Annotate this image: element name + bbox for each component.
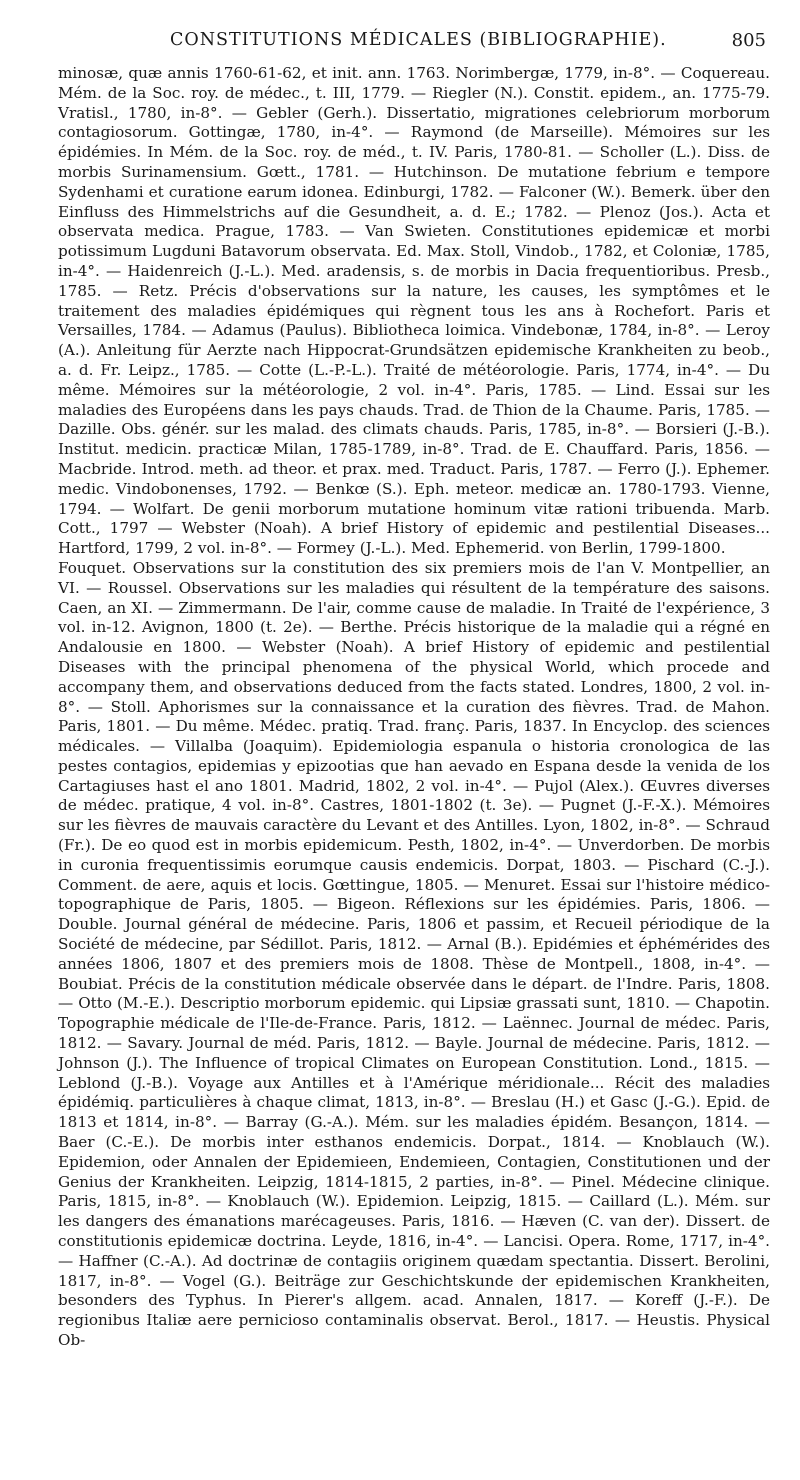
running-head (58, 30, 770, 56)
bibliography-body (58, 64, 770, 1468)
bibliography-paragraph: minosæ, quæ annis 1760-61-62, et init. ann. 1763. Norimbergæ, 1779, in-8°. — Coquereau. Mém. de la Soc. roy. de médec., t. III, 1779. — Riegler (N.). Constit. epidem., an. 1775-79. Vratisl., 1780, in-8°. — Gebler (Gerh.). Dissertatio, migrationes celebriorum morborum contagiosorum. Gottingæ, 1780, in-4°. — Raymond (de Marseille). Mémoires sur les épidémies. In Mém. de la Soc. roy. de méd., t. IV. Paris, 1780-81. — Scholler (L.). Diss. de morbis Surinamensium. Gœtt., 1781. — Hutchinson. De mutatione febrium e tempore Sydenhami et curatione earum idonea. Edinburgi, 1782. — Falconer (W.). Bemerk. über den Einfluss des Himmelstrichs auf die Gesundheit, a. d. E.; 1782. — Plenoz (Jos.). Acta et observata medica. Prague, 1783. — Van Swieten. Constitutiones epidemicæ et morbi potissimum Lugduni Batavorum observata. Ed. Max. Stoll, Vindob., 1782, et Coloniæ, 1785, in-4°. — Haidenreich (J.-L.). Med. aradensis, s. de morbis in Dacia frequentioribus. Presb., 1785. — Retz. Précis d'observations sur la nature, les causes, les symptômes et le traitement des maladies épidémiques qui règnent tous les ans à Rochefort. Paris et Versailles, 1784. — Adamus (Paulus). Bibliotheca loimica. Vindebonæ, 1784, in-8°. — Leroy (A.). Anleitung für Aerzte nach Hippocrat-Grundsätzen epidemische Krankheiten zu beob., a. d. Fr. Leipz., 1785. — Cotte (L.-P.-L.). Traité de météorologie. Paris, 1774, in-4°. — Du même. Mémoires sur la météorologie, 2 vol. in-4°. Paris, 1785. — Lind. Essai sur les maladies des Européens dans les pays chauds. Trad. de Thion de la Chaume. Paris, 1785. — Dazille. Obs. génér. sur les malad. des climats chauds. Paris, 1785, in-8°. — Borsieri (J.-B.). Institut. medicin. practicæ Milan, 1785-1789, in-8°. Trad. de E. Chauffard. Paris, 1856. — Macbride. Introd. meth. ad theor. et prax. med. Traduct. Paris, 1787. — Ferro (J.). Ephemer. medic. Vindobonenses, 1792. — Benkœ (S.). Eph. meteor. medicæ an. 1780-1793. Vienne, 1794. — Wolfart. De genii morborum mutatione hominum vitæ rationi tribuenda. Marb. Cott., 1797 — Webster (Noah). A brief History of epidemic and pestilential Diseases... Hartford, 1799, 2 vol. in-8°. — Formey (J.-L.). Med. Ephemerid. von Berlin, 1799-1800. (58, 64, 770, 558)
running-title: CONSTITUTIONS MÉDICALES (BIBLIOGRAPHIE). (170, 30, 667, 50)
page-number: 805 (731, 30, 766, 51)
bibliography-paragraph: Fouquet. Observations sur la constitution des six premiers mois de l'an V. Montpellier, an VI. — Roussel. Observations sur les maladies qui résultent de la température des saisons. Caen, an XI. — Zimmermann. De l'air, comme cause de maladie. In Traité de l'expérience, 3 vol. in-12. Avignon, 1800 (t. 2e). — Berthe. Précis historique de la maladie qui a régné en Andalousie en 1800. — Webster (Noah). A brief History of epidemic and pestilential Diseases with the principal phenomena of the physical World, which procede and accompany them, and observations deduced from the facts stated. Londres, 1800, 2 vol. in-8°. — Stoll. Aphorismes sur la connaissance et la curation des fièvres. Trad. de Mahon. Paris, 1801. — Du même. Médec. pratiq. Trad. franç. Paris, 1837. In Encyclop. des sciences médicales. — Villalba (Joaquim). Epidemiologia espanula o historia cronologica de las pestes contagios, epidemias y epizootias que han aevado en Espana desde la venida de los Cartagiuses hast el ano 1801. Madrid, 1802, 2 vol. in-4°. — Pujol (Alex.). Œuvres diverses de médec. pratique, 4 vol. in-8°. Castres, 1801-1802 (t. 3e). — Pugnet (J.-F.-X.). Mémoires sur les fièvres de mauvais caractère du Levant et des Antilles. Lyon, 1802, in-8°. — Schraud (Fr.). De eo quod est in morbis epidemicum. Pesth, 1802, in-4°. — Unverdorben. De morbis in curonia frequentissimis eorumque causis endemicis. Dorpat, 1803. — Pischard (C.-J.). Comment. de aere, aquis et locis. Gœttingue, 1805. — Menuret. Essai sur l'histoire médico-topographique de Paris, 1805. — Bigeon. Réflexions sur les épidémies. Paris, 1806. — Double. Journal général de médecine. Paris, 1806 et passim, et Recueil périodique de la Société de médecine, par Sédillot. Paris, 1812. — Arnal (B.). Epidémies et éphémérides des années 1806, 1807 et des premiers mois de 1808. Thèse de Montpell., 1808, in-4°. — Boubiat. Précis de la constitution médicale observée dans le départ. de l'Indre. Paris, 1808. — Otto (M.-E.). Descriptio morborum epidemic. qui Lipsiæ grassati sunt, 1810. — Chapotin. Topographie médicale de l'Ile-de-France. Paris, 1812. — Laënnec. Journal de médec. Paris, 1812. — Savary. Journal de méd. Paris, 1812. — Bayle. Journal de médecine. Paris, 1812. — Johnson (J.). The Influence of tropical Climates on European Constitution. Lond., 1815. — Leblond (J.-B.). Voyage aux Antilles et à l'Amérique méridionale... Récit des maladies épidémiq. particulières à chaque climat, 1813, in-8°. — Breslau (H.) et Gasc (J.-G.). Epid. de 1813 et 1814, in-8°. — Barray (G.-A.). Mém. sur les maladies épidém. Besançon, 1814. — Baer (C.-E.). De morbis inter esthanos endemicis. Dorpat., 1814. — Knoblauch (W.). Epidemion, oder Annalen der Epidemieen, Endemieen, Contagien, Constitutionen und der Genius der Krankheiten. Leipzig, 1814-1815, 2 parties, in-8°. — Pinel. Médecine clinique. Paris, 1815, in-8°. — Knoblauch (W.). Epidemion. Leipzig, 1815. — Caillard (L.). Mém. sur les dangers des émanations marécageuses. Paris, 1816. — Hæven (C. van der). Dissert. de constitutionis epidemicæ doctrina. Leyde, 1816, in-4°. — Lancisi. Opera. Rome, 1717, in-4°. — Haffner (C.-A.). Ad doctrinæ de contagiis originem quædam spectantia. Dissert. Berolini, 1817, in-8°. — Vogel (G.). Beiträge zur Geschichtskunde der epidemischen Krankheiten, besonders des Typhus. In Pierer's allgem. acad. Annalen, 1817. — Koreff (J.-F.). De regionibus Italiæ aere pernicioso contaminalis observat. Berol., 1817. — Heustis. Physical Ob- (58, 558, 770, 1349)
